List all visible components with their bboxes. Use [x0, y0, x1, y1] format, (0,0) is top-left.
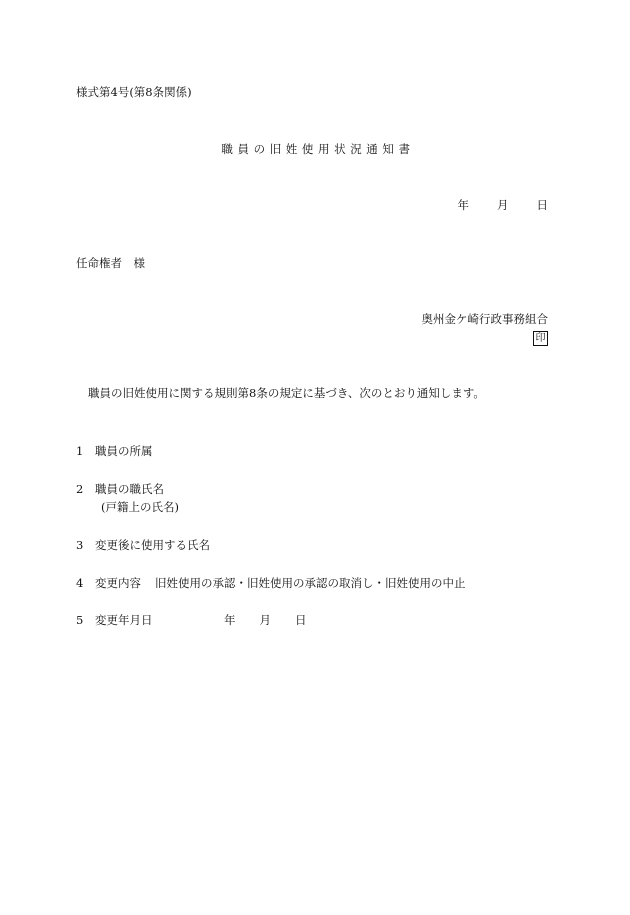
item-number: 1	[76, 444, 84, 458]
change-date-month-label: 月	[259, 613, 271, 627]
change-options: 旧姓使用の承認・旧姓使用の承認の取消し・旧姓使用の中止	[155, 576, 466, 590]
date-year-label: 年	[457, 198, 469, 212]
change-date-day-label: 日	[295, 613, 307, 627]
item-number: 4	[76, 576, 84, 590]
issuer-name: 奥州金ケ崎行政事務組合	[421, 312, 548, 326]
seal-mark: 印	[533, 331, 548, 346]
document-title: 職員の旧姓使用状況通知書	[221, 142, 415, 156]
item-number: 5	[76, 613, 84, 627]
date-line	[458, 198, 549, 212]
date-day-label: 日	[536, 198, 548, 212]
item-label: 変更内容	[95, 576, 141, 590]
change-date	[224, 613, 307, 627]
body-text: 職員の旧姓使用に関する規則第8条の規定に基づき、次のとおり通知します。	[88, 386, 485, 400]
item-label: 変更後に使用する氏名	[95, 538, 210, 552]
change-date-year-label: 年	[224, 613, 236, 627]
item-label: 変更年月日	[95, 613, 153, 627]
addressee: 任命権者 様	[76, 256, 145, 270]
item-sublabel: (戸籍上の氏名)	[101, 500, 179, 514]
item-number: 3	[76, 538, 84, 552]
item-label: 職員の職氏名	[95, 482, 164, 496]
date-month-label: 月	[497, 198, 509, 212]
item-number: 2	[76, 482, 84, 496]
item-label: 職員の所属	[95, 444, 153, 458]
form-number: 様式第4号(第8条関係)	[76, 85, 192, 99]
